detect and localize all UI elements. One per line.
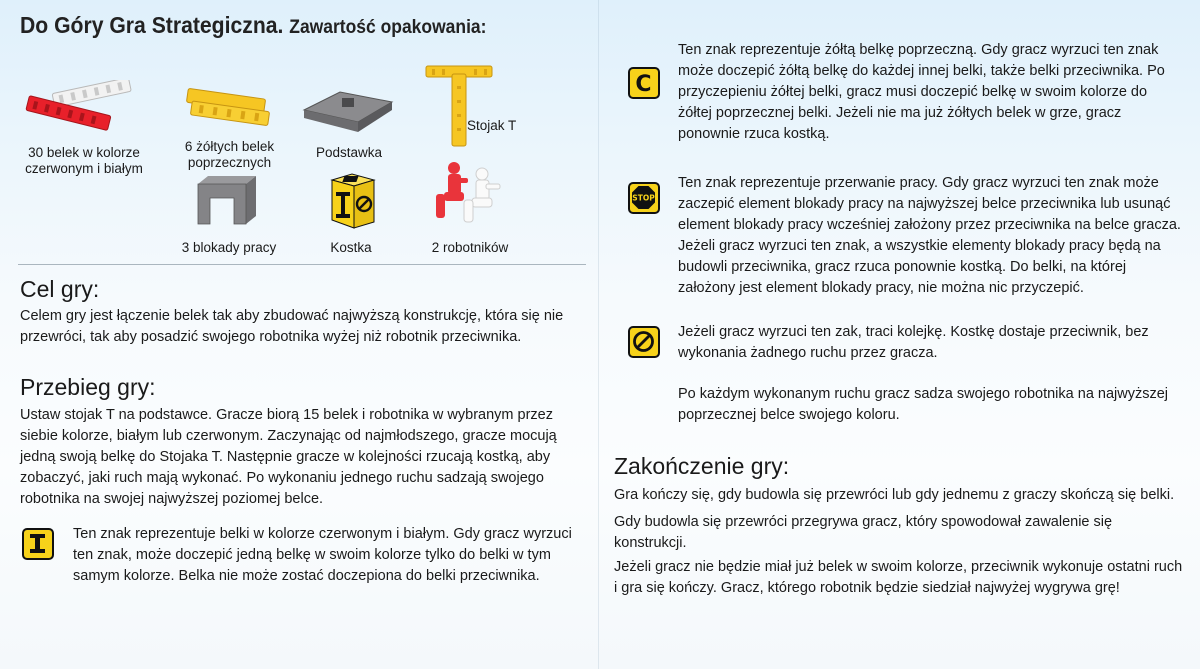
end-text-1: Gra kończy się, gdy budowla się przewróci lub gdy jednemu z graczy skończą się belki. [614,487,1175,503]
column-divider [598,0,599,669]
end-heading: Zakończenie gry: [614,453,790,479]
after-move-text: Po każdym wykonanym ruchu gracz sadza swojego robotnika na najwyższej poprzecznej belce swojego koloru. [678,386,1169,423]
beam-symbol-text: Ten znak reprezentuje belki w kolorze czerwonym i białym. Gdy gracz wyrzuci ten znak, może doczepić jedną belkę w swoim kolorze tylko do belki w tym samym kolorze. Belka nie może zostać doczepiona do belki przeciwnika. [73,526,572,584]
title-sub: Zawartość opakowania: [289,17,487,38]
end-text-3: Jeżeli gracz nie będzie miał już belek w swoim kolorze, przeciwnik wykonuje ostatni ruch i gra się kończy. Gracz, którego robotnik będzie siedział najwyżej wygrywa grę! [614,559,1183,596]
yellow-beams-caption: 6 żółtych belek poprzecznych [184,139,275,170]
stop-symbol-icon [628,182,660,214]
svg-text:C: C [635,72,652,96]
page-title [20,12,486,39]
section-divider [18,264,586,265]
beam-symbol-icon [22,528,54,560]
die-image [322,172,378,235]
crossbeam-symbol-text: Ten znak reprezentuje żółtą belkę poprzeczną. Gdy gracz wyrzuci ten znak może doczepić żółtą belkę do każdej innej belki, także belki przeciwnika. Po przyczepieniu żółtej belki, gracz musi doczepić belkę w swoim kolorze do żółtej poprzecznej belki. Jeżeli nie ma już żółtych belek w grze, gracz ponownie rzuca kostką. [678,42,1165,142]
skip-turn-symbol-icon [628,326,660,358]
skip-turn-symbol-text: Jeżeli gracz wyrzuci ten zak, traci kolejkę. Kostkę dostaje przeciwnik, bez wykonania żadnego ruchu przez gracza. [678,324,1149,361]
workers-image [430,160,506,231]
work-blocks-caption: 3 blokady pracy [181,240,277,255]
goal-text: Celem gry jest łączenie belek tak aby zbudować najwyższą konstrukcję, która się nie przewróci, tak aby posadzić swojego robotnika wyżej niż robotnik przeciwnika. [20,308,564,345]
gameplay-heading: Przebieg gry: [20,374,156,400]
die-caption: Kostka [330,240,372,255]
beams-caption: 30 belek w kolorze czerwonym i białym [25,145,143,176]
beams-image [20,80,132,137]
base-caption: Podstawka [315,145,383,160]
title-main: Do Góry Gra Strategiczna. [20,12,284,38]
base-image [300,88,396,139]
end-text-2: Gdy budowla się przewróci przegrywa gracz, który spowodował zawalenie się konstrukcji. [614,514,1113,551]
stop-symbol-text: Ten znak reprezentuje przerwanie pracy. Gdy gracz wyrzuci ten znak może zaczepić element blokady pracy na najwyższej belce przeciwnika lub usunąć element blokady pracy wcześniej założony przez przeciwnika na belce gracza. Jeżeli gracz wyrzuci ten znak, a wszystkie elementy blokady pracy będą na budowli przeciwnika, gracz rzuca ponownie kostką. Do belki, na której założony jest element blokady pracy, nie można nic przyczepić. [678,175,1181,296]
workers-caption: 2 robotników [431,240,509,255]
crossbeam-symbol-icon [628,67,660,99]
work-block-image [196,174,258,231]
stand-caption: Stojak T [467,118,517,133]
yellow-beams-image [183,88,275,133]
goal-heading: Cel gry: [20,276,100,302]
stop-label: STOP [632,193,655,203]
gameplay-text: Ustaw stojak T na podstawce. Gracze biorą 15 belek i robotnika w wybranym przez siebie kolorze, białym lub czerwonym. Zaczynając od najmłodszego, gracze mocują jedną swoją belkę do Stojaka T. Następnie gracze w kolejności rzucają kostką, aby zobaczyć, jaki ruch mają wykonać. Po wykonaniu jednego ruchu sadzają swojego robotnika na swojej najwyższej poziomej belce. [20,407,557,507]
stand-image [424,60,496,155]
